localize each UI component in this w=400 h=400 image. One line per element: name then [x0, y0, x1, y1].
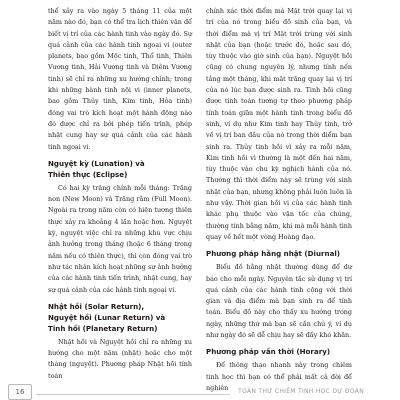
heading-line: Tinh hồi (Planetary Return)	[48, 323, 158, 333]
body-paragraph: thể xảy ra vào ngày 5 tháng 11 của một năm nào đó, bạn có thể tra lịch thiên văn để biết vị trí của các hành tinh vào ngày đó. Sự quá cảnh của các hành tinh ngoại vi (outer planets, bao gồm Mộc tinh, Thổ tinh, Thiên Vương tinh, Hải Vương tinh và Diêm Vương tinh) sẽ chỉ ra những xu hướng chính; trong khi những hành tinh nội vi (inner planets, bao gồm Thủy tinh, Kim tinh, Hỏa tinh) đóng vai trò kích hoạt một hành động nào đó được chỉ ra bởi phép tiến trình, phép nhật cung hay sự quá cảnh của các hành tinh ngoại vi.	[48, 7, 192, 151]
section-heading-diurnal: Phương pháp hằng nhật (Diurnal)	[206, 249, 341, 259]
page-number: 16	[8, 384, 32, 400]
body-paragraph: Nhật hồi và Nguyệt hồi chỉ ra những xu hướng cho một năm (nhật) hoặc cho một tháng (nguyệt). Phương pháp Nhật hồi tính toán	[48, 337, 192, 380]
right-column	[206, 6, 352, 394]
section-heading-returns	[48, 301, 192, 334]
body-paragraph: Biểu đồ hằng nhật thường dùng để dự báo cho mỗi ngày. Nguyên tắc sử dụng vị trí quá cảnh của các hành tinh cộng với thời gian và địa điểm mà bạn sinh ra để tính toán. Biểu đồ này cho thấy xu hướng trong ngày, những thứ mà bạn sẽ cần chú ý, ví dụ như ngày đó sẽ dễ chịu hay sẽ đầy khó khăn.	[206, 263, 352, 340]
running-title: TOÀN THƯ CHIÊM TINH HỌC DỰ ĐOÁN	[238, 388, 364, 395]
heading-line: Nhật hồi (Solar Return),	[48, 301, 145, 311]
section-heading-lunation	[48, 158, 192, 180]
section-heading-horary: Phương pháp vấn thời (Horary)	[206, 347, 331, 357]
body-paragraph: chính xác thời điểm mà Mặt trời quay lại vị trí của nó trong biểu đồ sinh của bạn, và thời điểm mà vị trí Mặt trời trùng với sinh nhật của bạn (hoặc trước đó, hoặc sau đó, tùy thuộc vào giờ sinh của bạn). Nguyệt hồi cũng có chung nguyên lý, nhưng tính nến tảng một tháng, khi mặt trăng quay lại vị trí của nó lúc bạn được sinh ra. Tinh hồi cũng được tính toán tương tự theo phương pháp tính toán giữa một hành tinh trong biểu đồ sinh, ví dụ như Kim tinh hay Thủy tinh, trở về vị trí ban đầu của nó trong thời điểm bạn sinh ra. Thủy tinh hồi vì xảy ra mỗi năm, Kim tinh hồi vì thường là một đến hai năm, tùy thuộc vào chu kỳ nghịch hành của nó. Thường thì thời điểm này sẽ trùng với sinh nhật của bạn, nhưng không phải luôn luôn là như vậy. Thời gian hồi vị của các hành tinh khác phụ thuộc vào vận tốc của chúng, thường tính bằng năm, khi mà mỗi hành tinh quay về hết một vòng Hoàng đạo.	[206, 7, 352, 241]
heading-line: Nguyệt hồi (Lunar Return) và	[48, 312, 166, 322]
heading-line: Thiên thực (Eclipse)	[48, 169, 128, 179]
page-footer	[0, 388, 400, 400]
heading-line: Nguyệt kỳ (Lunation) và	[48, 158, 145, 168]
body-paragraph: Có hai kỳ trăng chính mỗi tháng: Trăng non (New Moon) và Trăng rằm (Full Moon). Ngoài ra trong năm còn có hiện tượng thiên thực xảy ra khoảng 4 lần hoặc hơn. Nguyệt kỳ, nguyệt việc chỉ ra những khu vực chịu ảnh hưởng trong tháng (hoặc 6 tháng trong năm nếu có thiên thực), thì còn đóng vai trò như tác nhân kích hoạt những sự ảnh hưởng của các hành tinh tiến trình, nhật cung, hay sự quá cảnh của các hành tinh ngoại vi.	[48, 183, 192, 294]
left-column	[48, 6, 192, 382]
footer-divider	[36, 394, 230, 395]
body-paragraph: Để thông thạo nhanh này trong chiêm tinh học thì bạn có thể phải mất cả đời để nghiên	[206, 361, 352, 392]
